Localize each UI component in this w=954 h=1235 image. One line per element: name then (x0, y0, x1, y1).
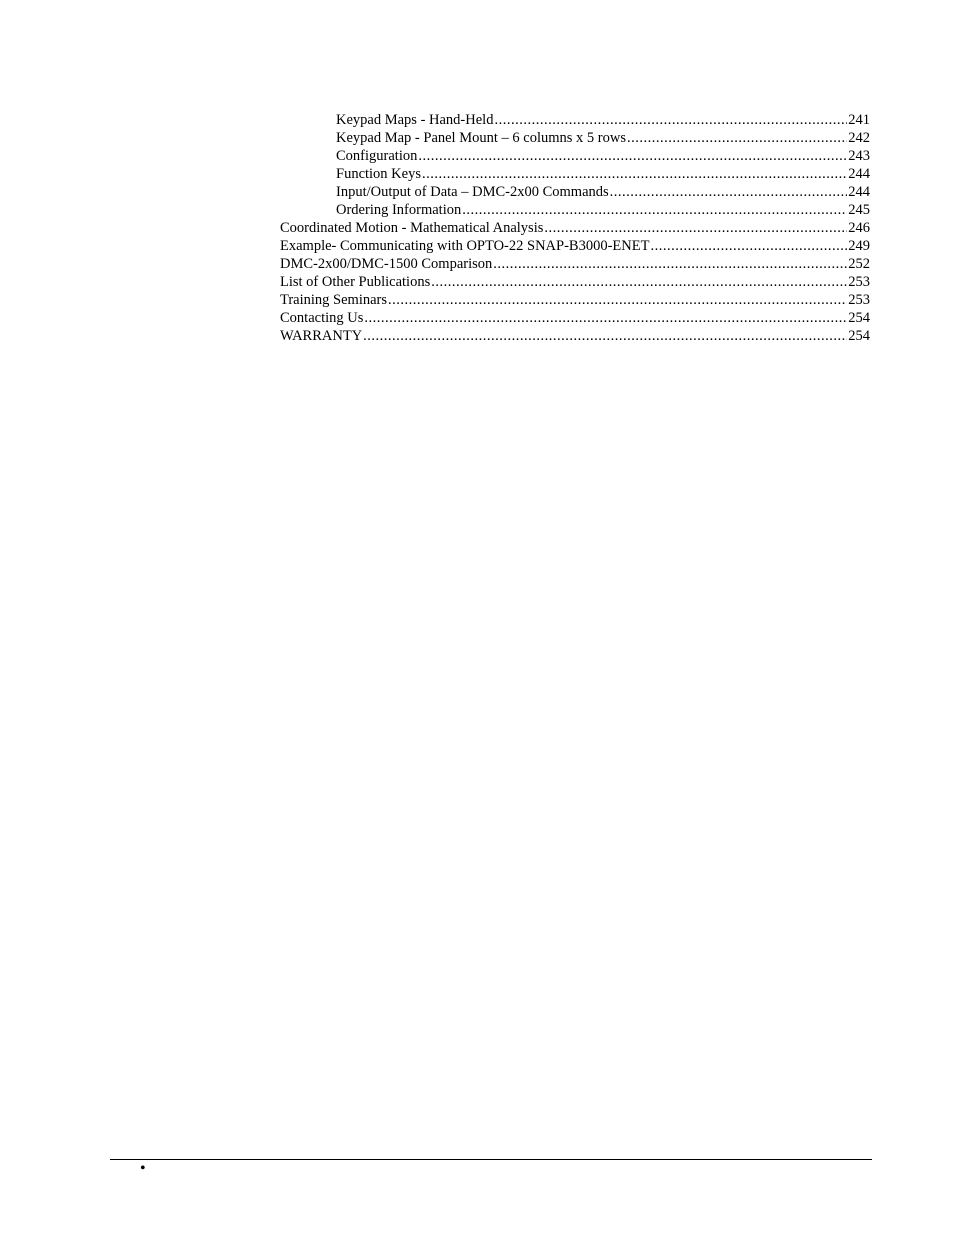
toc-dot-leader (462, 201, 847, 219)
toc-entry-page: 242 (848, 130, 870, 146)
toc-dot-leader (431, 273, 847, 291)
toc-entry-coordinated-motion[interactable] (280, 219, 870, 237)
toc-dot-leader (418, 147, 847, 165)
toc-entry-warranty[interactable] (280, 327, 870, 345)
toc-dot-leader (494, 111, 847, 129)
toc-entry-page: 244 (848, 184, 870, 200)
toc-entry-training-seminars[interactable] (280, 291, 870, 309)
toc-entry-title: DMC-2x00/DMC-1500 Comparison (280, 256, 493, 272)
toc-entry-opto-22-example[interactable] (280, 237, 870, 255)
toc-entry-title: Input/Output of Data – DMC-2x00 Commands (336, 184, 609, 200)
toc-dot-leader (422, 165, 847, 183)
toc-entry-page: 245 (848, 202, 870, 218)
toc-entry-input-output-of-data[interactable] (280, 183, 870, 201)
toc-dot-leader (544, 219, 847, 237)
toc-entry-title: WARRANTY (280, 328, 363, 344)
toc-entry-title: List of Other Publications (280, 274, 431, 290)
toc-entry-page: 252 (848, 256, 870, 272)
toc-entry-title: Contacting Us (280, 310, 364, 326)
toc-entry-keypad-maps-hand-held[interactable] (280, 111, 870, 129)
toc-entry-page: 249 (848, 238, 870, 254)
toc-dot-leader (363, 327, 847, 345)
toc-entry-title: Example- Communicating with OPTO-22 SNAP-B3000-ENET (280, 238, 650, 254)
toc-entry-title: Training Seminars (280, 292, 388, 308)
toc-entry-page: 246 (848, 220, 870, 236)
toc-dot-leader (627, 129, 847, 147)
toc-entry-page: 254 (848, 328, 870, 344)
footer-divider (110, 1159, 872, 1160)
toc-dot-leader (364, 309, 847, 327)
toc-entry-title: Keypad Maps - Hand-Held (336, 112, 494, 128)
toc-entry-keypad-map-panel-mount[interactable] (280, 129, 870, 147)
toc-entry-page: 253 (848, 274, 870, 290)
toc-entry-page: 254 (848, 310, 870, 326)
toc-dot-leader (493, 255, 847, 273)
toc-entry-other-publications[interactable] (280, 273, 870, 291)
toc-entry-page: 244 (848, 166, 870, 182)
toc-entry-dmc-comparison[interactable] (280, 255, 870, 273)
toc-entry-title: Keypad Map - Panel Mount – 6 columns x 5 rows (336, 130, 626, 146)
toc-dot-leader (388, 291, 847, 309)
toc-entry-ordering-information[interactable] (280, 201, 870, 219)
toc-dot-leader (650, 237, 847, 255)
toc-entry-page: 243 (848, 148, 870, 164)
toc-entry-contacting-us[interactable] (280, 309, 870, 327)
toc-entry-title: Configuration (336, 148, 418, 164)
toc-entry-page: 253 (848, 292, 870, 308)
toc-entry-page: 241 (848, 112, 870, 128)
toc-entry-title: Ordering Information (336, 202, 462, 218)
toc-entry-title: Coordinated Motion - Mathematical Analysis (280, 220, 544, 236)
toc-entry-function-keys[interactable] (280, 165, 870, 183)
footer-bullet: • (140, 1160, 146, 1177)
toc-dot-leader (610, 183, 848, 201)
toc-entry-title: Function Keys (336, 166, 421, 182)
table-of-contents (280, 111, 870, 345)
toc-entry-configuration[interactable] (280, 147, 870, 165)
